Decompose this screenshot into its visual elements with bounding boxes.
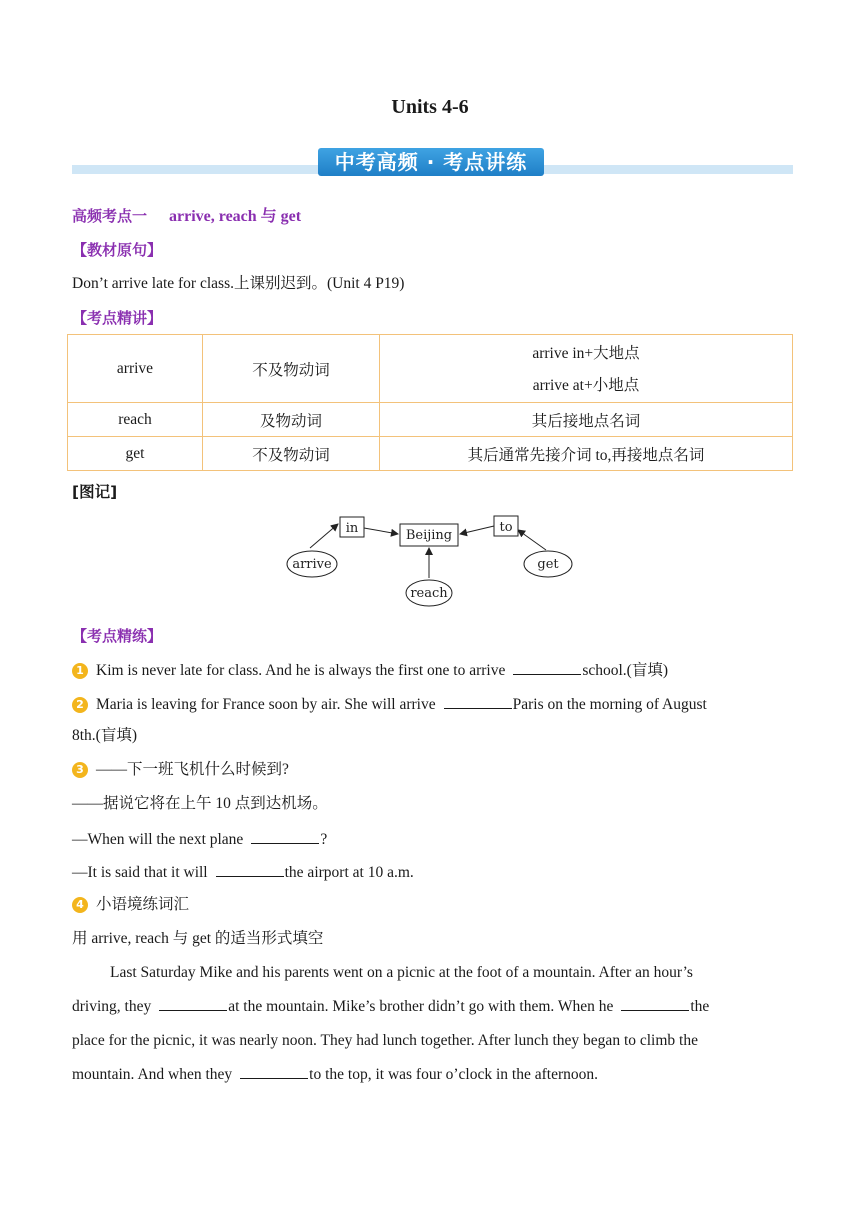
diagram-text-to: to [499,520,513,535]
passage-text: the [690,998,710,1015]
table-cell-type: 不及物动词 [203,437,380,471]
usage-table [67,334,793,471]
table-cell-word: arrive [68,335,203,403]
exercise-2 [72,693,707,715]
section-heading [72,206,301,227]
explain-label: 【考点精讲】 [72,309,163,327]
table-cell-word: reach [68,403,203,437]
exercise-4 [72,895,189,915]
exercise-3-en2 [72,861,414,883]
section-heading-cn: 高频考点一 [72,207,148,225]
source-label: 【教材原句】 [72,241,163,259]
exercise-text: ? [320,831,328,848]
bullet-number: 3 [72,762,88,778]
source-sentence: Don’t arrive late for class.上课别迟到。(Unit 4 P19) [72,275,405,292]
diagram-label: [图记] [72,483,118,501]
arrow-in-beijing [364,528,398,534]
answer-blank[interactable] [513,659,581,675]
diagram-text-arrive: arrive [292,557,332,572]
passage-text: to the top, it was four o’clock in the afternoon. [309,1066,598,1083]
passage-line: Last Saturday Mike and his parents went on a picnic at the foot of a mountain. After an hour’s [110,964,693,981]
arrow-arrive-in [310,524,338,548]
passage-line [72,990,792,1024]
diagram-text-beijing: Beijing [405,528,453,543]
table-row [68,403,793,437]
table-cell-type: 及物动词 [203,403,380,437]
section-banner: 中考高频 · 考点讲练 [318,148,544,176]
word-diagram [280,508,580,608]
answer-blank[interactable] [240,1063,308,1079]
passage-line [72,1058,792,1092]
exercise-3-en1 [72,828,327,850]
table-cell-word: get [68,437,203,471]
practice-label: 【考点精练】 [72,627,163,645]
exercise-text: Paris on the morning of August [512,696,707,713]
answer-blank[interactable] [621,995,689,1011]
exercise-text: Maria is leaving for France soon by air. She will arrive [96,696,436,713]
section-heading-en: arrive, reach 与 get [169,208,302,225]
passage-text: mountain. And when they [72,1066,233,1083]
bullet-number: 2 [72,697,88,713]
bullet-number: 1 [72,663,88,679]
exercise-3-cn2: ——据说它将在上午 10 点到达机场。 [72,795,328,812]
exercise-3 [72,760,289,780]
diagram-text-reach: reach [410,586,448,601]
exercise-text: Kim is never late for class. And he is always the first one to arrive [96,662,506,679]
table-cell-type: 不及物动词 [203,335,380,403]
bullet-number: 4 [72,897,88,913]
passage-text: at the mountain. Mike’s brother didn’t go with them. When he [228,998,614,1015]
diagram-text-get: get [537,557,559,572]
arrow-to-beijing [460,526,494,534]
exercise-2-cont: 8th.(盲填) [72,727,138,744]
exercise-text: ——下一班飞机什么时候到? [96,761,289,778]
exercise-text: —It is said that it will [72,864,208,881]
diagram-text-in: in [345,521,359,536]
page-title: Units 4-6 [391,96,469,118]
exercise-1 [72,659,668,681]
answer-blank[interactable] [444,693,512,709]
answer-blank[interactable] [216,861,284,877]
table-row [68,437,793,471]
table-row [68,335,793,403]
arrow-get-to [518,530,546,550]
exercise-4-instruction: 用 arrive, reach 与 get 的适当形式填空 [72,930,324,947]
exercise-text: school.(盲填) [582,662,669,679]
passage-text: driving, they [72,998,152,1015]
table-cell-usage: 其后接地点名词 [380,403,793,437]
answer-blank[interactable] [251,828,319,844]
usage-line: arrive in+大地点 [532,344,640,362]
answer-blank[interactable] [159,995,227,1011]
exercise-text: —When will the next plane [72,831,244,848]
usage-line: arrive at+小地点 [532,376,640,394]
table-cell-usage: 其后通常先接介词 to,再接地点名词 [380,437,793,471]
table-cell-usage [380,335,793,403]
exercise-text: the airport at 10 a.m. [284,864,414,881]
exercise-4-passage [72,956,792,1092]
passage-line: place for the picnic, it was nearly noon. They had lunch together. After lunch they began to climb the [72,1032,698,1049]
exercise-label: 小语境练词汇 [96,896,190,913]
